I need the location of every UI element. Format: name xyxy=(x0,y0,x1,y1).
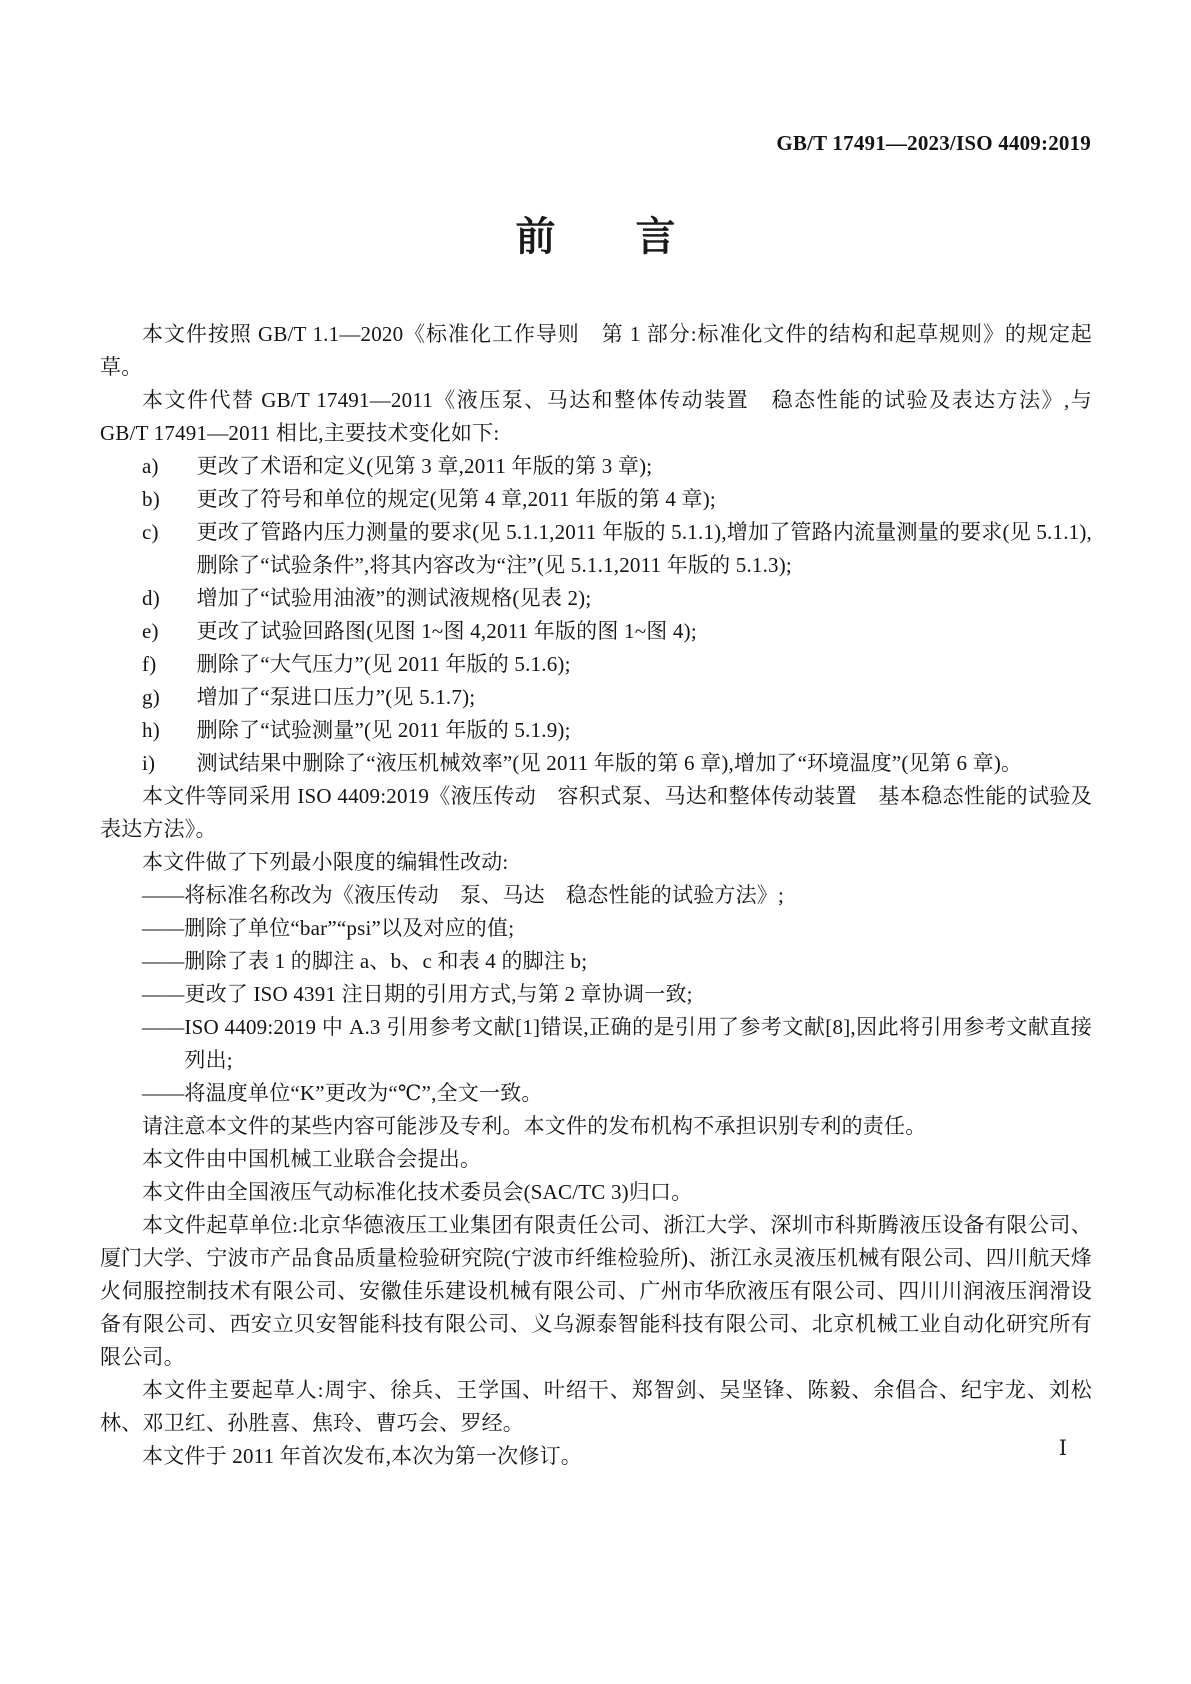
page-title: 前 言 xyxy=(515,215,676,259)
document-body xyxy=(100,318,1092,1473)
item-label: f) xyxy=(142,652,157,676)
item-text: 更改了 ISO 4391 注日期的引用方式,与第 2 章协调一致; xyxy=(184,982,693,1006)
paragraph: 本文件做了下列最小限度的编辑性改动: xyxy=(142,850,509,874)
paragraph: 本文件主要起草人:周宇、徐兵、王学国、叶绍干、郑智剑、吴坚锋、陈毅、余倡合、纪宇龙、刘松林、邓卫红、孙胜喜、焦玲、曹巧会、罗经。 xyxy=(100,1378,1092,1435)
item-text: 删除了“大气压力”(见 2011 年版的 5.1.6); xyxy=(196,652,571,676)
list-item xyxy=(100,450,1092,483)
item-text: 删除了单位“bar”“psi”以及对应的值; xyxy=(184,916,515,940)
item-text: ISO 4409:2019 中 A.3 引用参考文献[1]错误,正确的是引用了参考文献[8],因此将引用参考文献直接列出; xyxy=(184,1015,1092,1072)
item-text: 增加了“试验用油液”的测试液规格(见表 2); xyxy=(196,586,592,610)
dash-item xyxy=(100,879,1092,912)
item-label: b) xyxy=(142,487,160,511)
list-item xyxy=(100,714,1092,747)
item-text: 删除了“试验测量”(见 2011 年版的 5.1.9); xyxy=(196,718,571,742)
item-text: 测试结果中删除了“液压机械效率”(见 2011 年版的第 6 章),增加了“环境温度”(见第 6 章)。 xyxy=(196,751,1023,775)
dash-item xyxy=(100,912,1092,945)
item-text: 删除了表 1 的脚注 a、b、c 和表 4 的脚注 b; xyxy=(184,949,588,973)
item-text: 将温度单位“K”更改为“℃”,全文一致。 xyxy=(184,1081,543,1105)
item-label: h) xyxy=(142,718,160,742)
item-text: 更改了管路内压力测量的要求(见 5.1.1,2011 年版的 5.1.1),增加了管路内流量测量的要求(见 5.1.1),删除了“试验条件”,将其内容改为“注”(见 5.1.1,2011 年版的 5.1.3); xyxy=(196,520,1092,577)
list-item xyxy=(100,681,1092,714)
item-label: i) xyxy=(142,751,156,775)
item-label: c) xyxy=(142,520,159,544)
item-label: d) xyxy=(142,586,160,610)
list-item xyxy=(100,648,1092,681)
paragraph: 本文件由中国机械工业联合会提出。 xyxy=(142,1147,482,1171)
list-item xyxy=(100,747,1092,780)
item-text: 更改了术语和定义(见第 3 章,2011 年版的第 3 章); xyxy=(196,454,653,478)
item-label: —— xyxy=(142,1015,185,1039)
item-label: —— xyxy=(142,916,185,940)
item-label: —— xyxy=(142,949,185,973)
paragraph: 本文件起草单位:北京华德液压工业集团有限责任公司、浙江大学、深圳市科斯腾液压设备有限公司、厦门大学、宁波市产品食品质量检验研究院(宁波市纤维检验所)、浙江永灵液压机械有限公司、四川航天烽火伺服控制技术有限公司、安徽佳乐建设机械有限公司、广州市华欣液压有限公司、四川川润液压润滑设备有限公司、西安立贝安智能科技有限公司、义乌源泰智能科技有限公司、北京机械工业自动化研究所有限公司。 xyxy=(100,1213,1092,1369)
item-text: 更改了试验回路图(见图 1~图 4,2011 年版的图 1~图 4); xyxy=(196,619,697,643)
dash-item xyxy=(100,1077,1092,1110)
paragraph: 本文件由全国液压气动标准化技术委员会(SAC/TC 3)归口。 xyxy=(142,1180,693,1204)
item-text: 更改了符号和单位的规定(见第 4 章,2011 年版的第 4 章); xyxy=(196,487,716,511)
paragraph: 本文件按照 GB/T 1.1—2020《标准化工作导则 第 1 部分:标准化文件的结构和起草规则》的规定起草。 xyxy=(100,322,1092,379)
list-item xyxy=(100,516,1092,582)
paragraph: 请注意本文件的某些内容可能涉及专利。本文件的发布机构不承担识别专利的责任。 xyxy=(142,1114,927,1138)
paragraph: 本文件代替 GB/T 17491—2011《液压泵、马达和整体传动装置 稳态性能的试验及表达方法》,与 GB/T 17491—2011 相比,主要技术变化如下: xyxy=(100,388,1092,445)
paragraph: 本文件等同采用 ISO 4409:2019《液压传动 容积式泵、马达和整体传动装置 基本稳态性能的试验及表达方法》。 xyxy=(100,784,1092,841)
item-label: —— xyxy=(142,883,185,907)
paragraph: 本文件于 2011 年首次发布,本次为第一次修订。 xyxy=(142,1444,582,1468)
item-text: 增加了“泵进口压力”(见 5.1.7); xyxy=(196,685,476,709)
list-item xyxy=(100,483,1092,516)
page-number: Ⅰ xyxy=(1058,1436,1067,1460)
list-item xyxy=(100,582,1092,615)
item-label: g) xyxy=(142,685,160,709)
dash-item xyxy=(100,945,1092,978)
item-label: e) xyxy=(142,619,159,643)
item-label: —— xyxy=(142,1081,185,1105)
dash-item xyxy=(100,978,1092,1011)
item-label: a) xyxy=(142,454,159,478)
item-text: 将标准名称改为《液压传动 泵、马达 稳态性能的试验方法》; xyxy=(184,883,785,907)
dash-item xyxy=(100,1011,1092,1077)
list-item xyxy=(100,615,1092,648)
item-label: —— xyxy=(142,982,185,1006)
doc-number: GB/T 17491—2023/ISO 4409:2019 xyxy=(776,131,1091,155)
